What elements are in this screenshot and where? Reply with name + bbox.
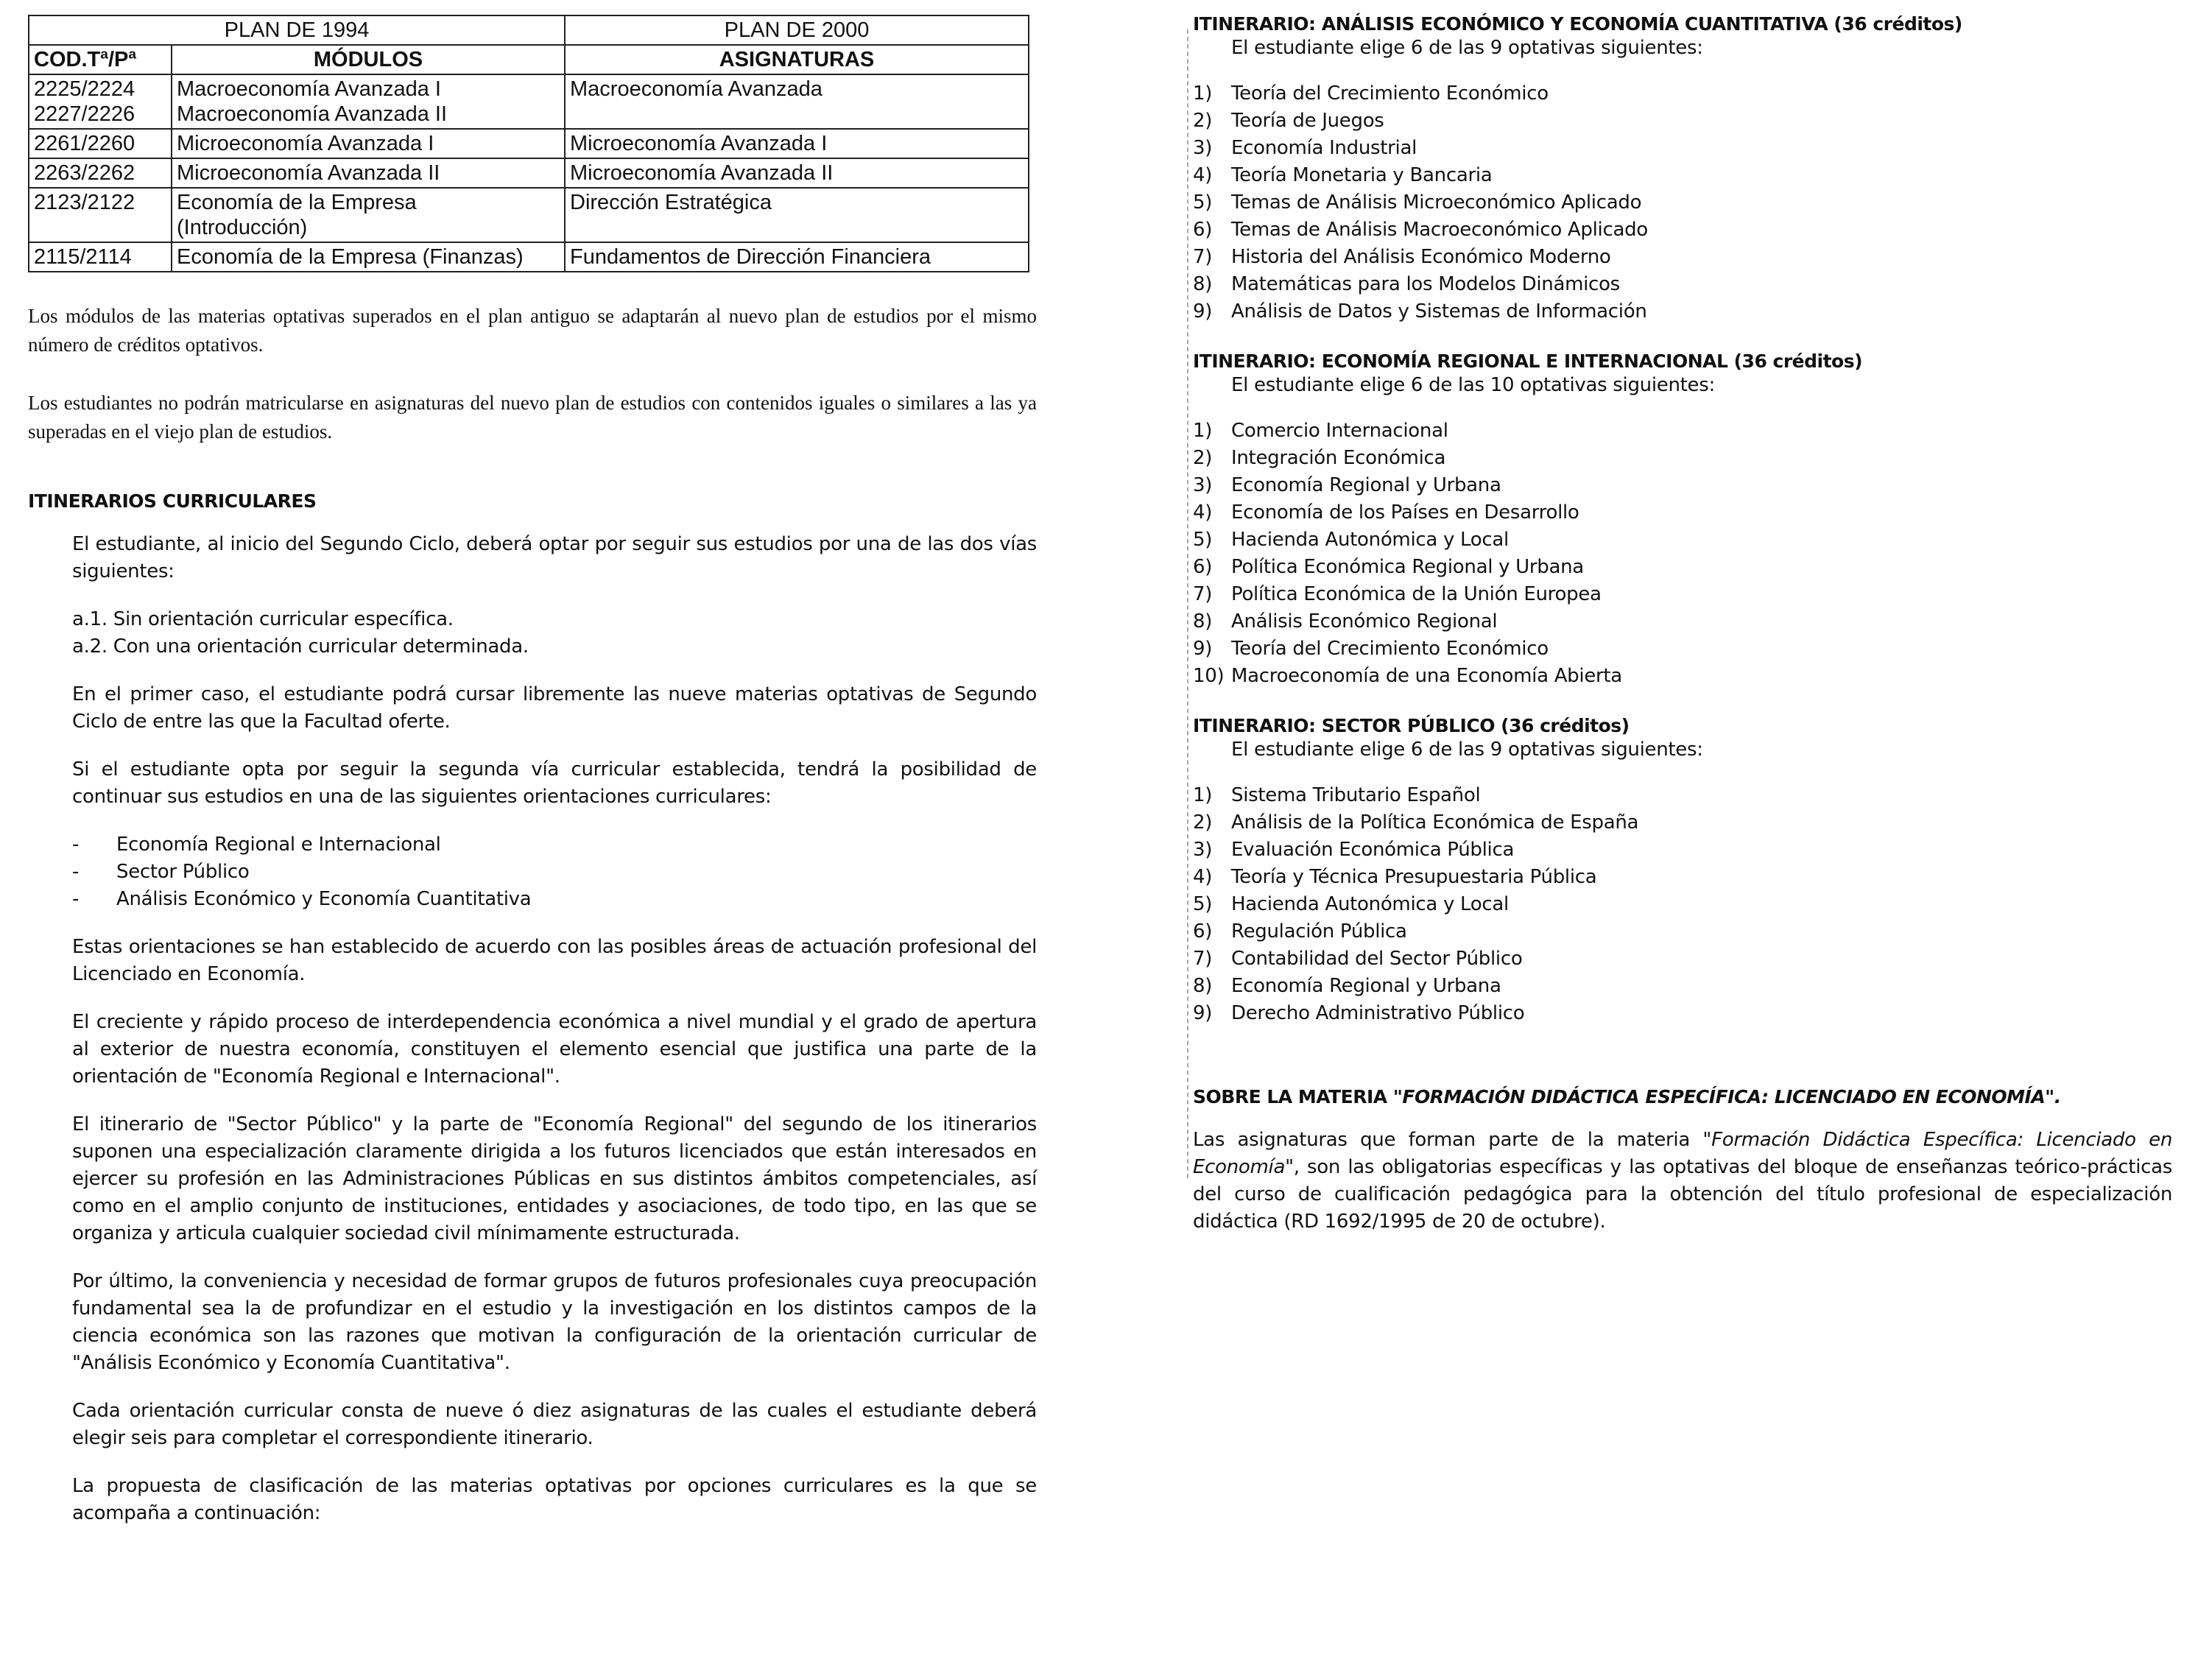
list-text: Temas de Análisis Microeconómico Aplicado [1231,191,1642,214]
list-text: Análisis de Datos y Sistemas de Información [1231,300,1647,323]
list-text: Macroeconomía de una Economía Abierta [1231,665,1622,687]
list-text: Matemáticas para los Modelos Dinámicos [1231,273,1620,295]
cell-modules: Microeconomía Avanzada I [172,129,565,158]
list-text: Sistema Tributario Español [1231,784,1481,806]
list-text: Teoría del Crecimiento Económico [1231,638,1549,660]
right-column [1193,13,2172,1236]
paragraph-second-route: Si el estudiante opta por seguir la segunda vía curricular establecida, tendrá la posibilidad de continuar sus estudios en una de las siguientes orientaciones curriculares: [72,758,1037,808]
cell-code: 2263/2262 [29,158,172,188]
list-item [1193,864,2172,891]
list-number: 4) [1193,501,1213,524]
list-item [1193,499,2172,526]
list-item [1193,635,2172,663]
list-number: 6) [1193,556,1213,578]
itinerary-sector-list [1193,782,2172,1027]
list-text: Integración Económica [1231,447,1446,469]
list-text: Comercio Internacional [1231,420,1448,442]
list-number: 5) [1193,893,1213,915]
list-text: Política Económica de la Unión Europea [1231,583,1602,605]
list-text: Teoría y Técnica Presupuestaria Pública [1231,866,1597,888]
list-number: 7) [1193,583,1213,605]
list-text: Economía Regional y Urbana [1231,474,1501,496]
itinerary-analisis-subtitle: El estudiante elige 6 de las 9 optativas siguientes: [1231,37,1703,59]
materia-paragraph: Las asignaturas que forman parte de la materia "Formación Didáctica Específica: Licenciado en Economía", son las obligatorias específicas y las optativas del bloque de enseñanzas teórico-prácticas del curso de cualificación pedagógica para la obtención del título profesional de especialización didáctica (RD 1692/1995 de 20 de octubre). [1193,1129,2172,1233]
cell-code: 2225/2224 2227/2226 [29,74,172,129]
list-item [1193,663,2172,690]
list-item: - Economía Regional e Internacional [72,831,1037,859]
list-item [1193,918,2172,945]
list-item [1193,608,2172,635]
list-text: Hacienda Autonómica y Local [1231,893,1509,915]
list-number: 5) [1193,529,1213,551]
list-number: 8) [1193,610,1213,633]
paragraph-orientations-areas: Estas orientaciones se han establecido de acuerdo con las posibles áreas de actuación profesional del Licenciado en Economía. [72,936,1037,985]
list-number: 8) [1193,273,1213,295]
list-number: 1) [1193,420,1213,442]
paragraph-analisis: Por último, la conveniencia y necesidad de formar grupos de futuros profesionales cuya preocupación fundamental sea la de profundizar en el estudio y la investigación en los distintos campos de la ciencia económica son las razones que motivan la configuración de la orientación curricular de "Análisis Económico y Economía Cuantitativa". [72,1270,1037,1374]
list-text: Temas de Análisis Macroeconómico Aplicado [1231,219,1648,241]
list-item [1193,298,2172,325]
list-number: 7) [1193,246,1213,268]
itinerary-regional-list [1193,418,2172,690]
list-text: Economía de los Países en Desarrollo [1231,501,1579,524]
cell-subject: Microeconomía Avanzada I [565,129,1029,158]
cell-code: 2115/2114 [29,242,172,272]
list-text: Evaluación Económica Pública [1231,839,1515,861]
list-number: 4) [1193,866,1213,888]
table-row [29,129,1029,158]
paragraph-adaptation: Los módulos de las materias optativas superados en el plan antiguo se adaptarán al nuevo plan de estudios por el mismo número de créditos optativos. [28,305,1037,356]
list-item [1193,445,2172,472]
list-text: Política Económica Regional y Urbana [1231,556,1584,578]
itinerary-analisis-title: ITINERARIO: ANÁLISIS ECONÓMICO Y ECONOMÍA CUANTITATIVA (36 créditos) [1193,13,1962,35]
itinerary-sector-title: ITINERARIO: SECTOR PÚBLICO (36 créditos) [1193,715,1630,736]
list-number: 2) [1193,110,1213,132]
paragraph-enrollment: Los estudiantes no podrán matricularse en asignaturas del nuevo plan de estudios con contenidos iguales o similares a las ya superadas en el viejo plan de estudios. [28,392,1037,443]
header-subjects: ASIGNATURAS [565,45,1029,74]
list-item: - Sector Público [72,859,1037,886]
cell-modules: Macroeconomía Avanzada I Macroeconomía Avanzada II [172,74,565,129]
list-item [1193,836,2172,864]
table-column-header-row [29,45,1029,74]
option-a1: a.1. Sin orientación curricular específica. [72,608,454,630]
header-plan-1994: PLAN DE 1994 [29,15,565,45]
heading-itinerarios: ITINERARIOS CURRICULARES [28,490,317,512]
paragraph-intro: El estudiante, al inicio del Segundo Ciclo, deberá optar por seguir sus estudios por una de las dos vías siguientes: [72,533,1037,582]
list-item [1193,472,2172,499]
list-item [1193,1000,2172,1027]
list-item [1193,945,2172,973]
paragraph-first-case: En el primer caso, el estudiante podrá cursar libremente las nueve materias optativas de Segundo Ciclo de entre las que la Facultad oferte. [72,683,1037,733]
list-number: 3) [1193,137,1213,159]
list-item [1193,189,2172,216]
bullet-dash: - [72,888,80,910]
list-item [1193,80,2172,108]
cell-modules: Economía de la Empresa (Introducción) [172,188,565,242]
table-row [29,74,1029,129]
list-item [1193,271,2172,298]
materia-heading: SOBRE LA MATERIA "FORMACIÓN DIDÁCTICA ESPECÍFICA: LICENCIADO EN ECONOMÍA". [1193,1086,2061,1107]
itinerary-analisis-list [1193,80,2172,325]
list-text: Regulación Pública [1231,920,1407,943]
header-plan-2000: PLAN DE 2000 [565,15,1029,45]
paragraph-proposal: La propuesta de clasificación de las materias optativas por opciones curriculares es la que se acompaña a continuación: [72,1475,1037,1524]
list-text: Economía Industrial [1231,137,1417,159]
list-item [1193,809,2172,836]
list-text: Teoría de Juegos [1231,110,1384,132]
list-number: 1) [1193,784,1213,806]
itinerarios-body-2 [28,934,1037,1527]
list-item: - Análisis Económico y Economía Cuantitativa [72,886,1037,913]
list-text: Derecho Administrativo Público [1231,1002,1525,1024]
cell-subject: Dirección Estratégica [565,188,1029,242]
list-number: 2) [1193,811,1213,834]
itinerary-sector-subtitle: El estudiante elige 6 de las 9 optativas siguientes: [1231,739,1703,761]
table-row [29,188,1029,242]
list-item [1193,162,2172,189]
list-item [1193,418,2172,445]
list-number: 5) [1193,191,1213,214]
header-modules: MÓDULOS [172,45,565,74]
list-text: Análisis Económico Regional [1231,610,1498,633]
list-number: 3) [1193,474,1213,496]
left-column [28,15,1037,1527]
list-number: 6) [1193,920,1213,943]
list-number: 9) [1193,300,1213,323]
list-number: 4) [1193,164,1213,186]
list-number: 9) [1193,638,1213,660]
orientations-list [28,831,1037,913]
list-item [1193,135,2172,162]
bullet-dash: - [72,861,80,883]
header-code: COD.Tª/Pª [29,45,172,74]
cell-subject: Macroeconomía Avanzada [565,74,1029,129]
bullet-dash: - [72,834,80,856]
cell-modules: Economía de la Empresa (Finanzas) [172,242,565,272]
list-item [1193,973,2172,1000]
itinerarios-body [28,531,1037,831]
list-item [1193,782,2172,809]
equivalence-table [28,15,1029,272]
list-text: Contabilidad del Sector Público [1231,948,1523,970]
list-number: 9) [1193,1002,1213,1024]
cell-code: 2123/2122 [29,188,172,242]
list-item [1193,108,2172,135]
list-item [1193,244,2172,271]
cell-modules: Microeconomía Avanzada II [172,158,565,188]
list-number: 8) [1193,975,1213,997]
table-row [29,242,1029,272]
list-text: Teoría Monetaria y Bancaria [1231,164,1493,186]
list-item [1193,526,2172,554]
table-body [29,74,1029,272]
list-number: 2) [1193,447,1213,469]
list-item [1193,891,2172,918]
table-row [29,158,1029,188]
list-number: 6) [1193,219,1213,241]
paragraph-sector-publico: El itinerario de "Sector Público" y la parte de "Economía Regional" del segundo de los itinerarios suponen una especialización claramente dirigida a los futuros licenciados que están interesados en ejercer su profesión en las Administraciones Públicas en sus distintos ámbitos competenciales, así como en el amplio conjunto de instituciones, entidades y asociaciones, de todo tipo, en las que se organiza y articula cualquier sociedad civil mínimamente estructurada. [72,1113,1037,1244]
paragraph-interdependence: El creciente y rápido proceso de interdependencia económica a nivel mundial y el grado de apertura al exterior de nuestra economía, constituyen el elemento esencial que justifica una parte de la orientación de "Economía Regional e Internacional". [72,1011,1037,1088]
list-item [1193,581,2172,608]
itinerary-regional-title: ITINERARIO: ECONOMÍA REGIONAL E INTERNACIONAL (36 créditos) [1193,351,1863,372]
list-number: 1) [1193,82,1213,105]
list-text: Historia del Análisis Económico Moderno [1231,246,1611,268]
cell-subject: Fundamentos de Dirección Financiera [565,242,1029,272]
list-text: Teoría del Crecimiento Económico [1231,82,1549,105]
column-divider [1187,29,1188,1178]
paragraph-nine-or-ten: Cada orientación curricular consta de nueve ó diez asignaturas de las cuales el estudiante deberá elegir seis para completar el correspondiente itinerario. [72,1400,1037,1449]
list-text: Hacienda Autonómica y Local [1231,529,1509,551]
list-text: Economía Regional y Urbana [1231,975,1501,997]
list-item [1193,216,2172,244]
itinerary-regional-subtitle: El estudiante elige 6 de las 10 optativas siguientes: [1231,374,1715,396]
list-number: 7) [1193,948,1213,970]
cell-subject: Microeconomía Avanzada II [565,158,1029,188]
list-number: 10) [1193,665,1225,687]
cell-code: 2261/2260 [29,129,172,158]
list-text: Análisis de la Política Económica de España [1231,811,1639,834]
table-plan-header-row [29,15,1029,45]
list-number: 3) [1193,839,1213,861]
list-item [1193,554,2172,581]
option-a2: a.2. Con una orientación curricular determinada. [72,635,529,658]
